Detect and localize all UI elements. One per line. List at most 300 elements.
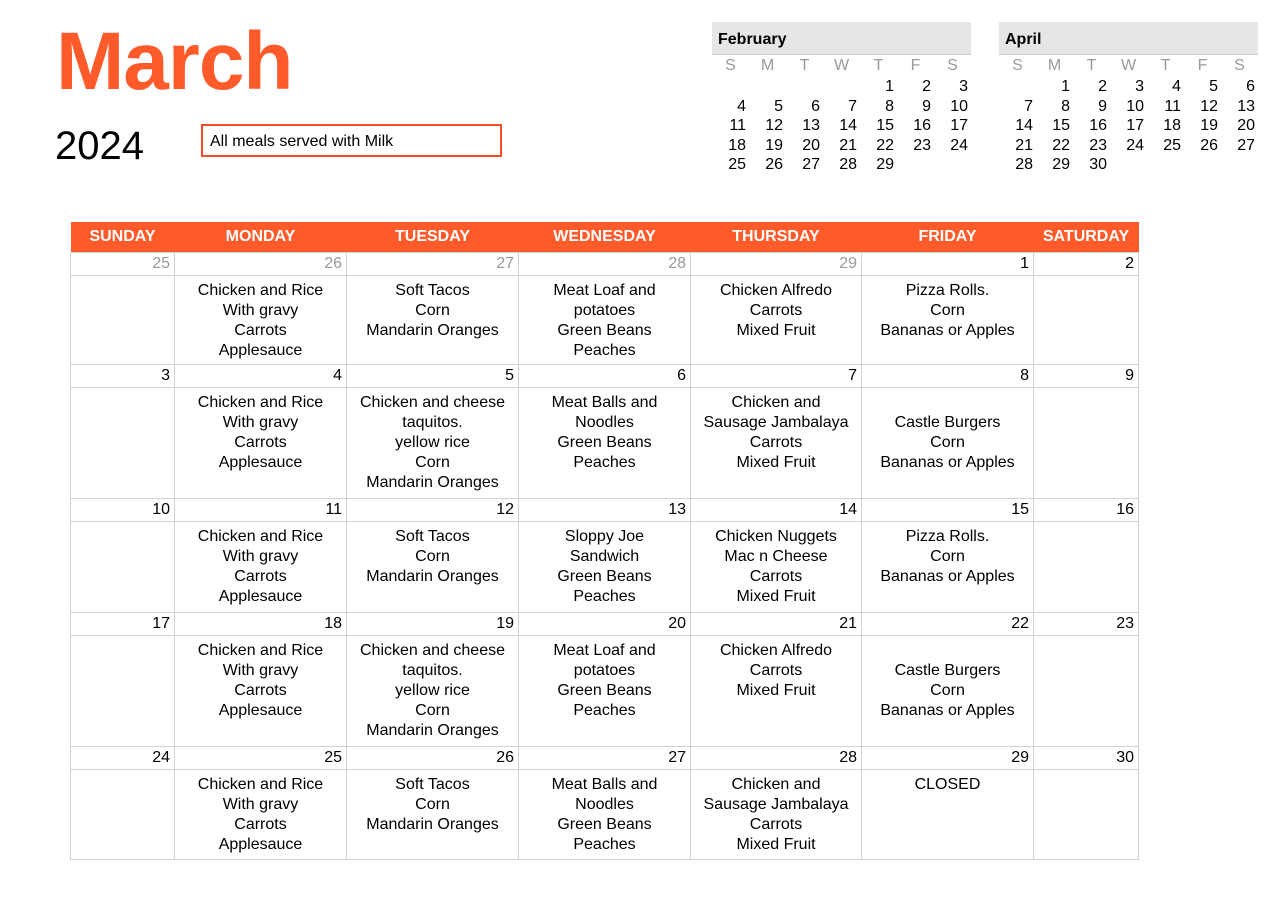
mini-calendar-day: 4 [1172, 78, 1181, 95]
mini-calendar-day: 5 [1209, 78, 1218, 95]
mini-calendar-day: 16 [1089, 117, 1107, 134]
menu-item: Applesauce [218, 702, 303, 719]
menu-items [519, 388, 690, 473]
mini-calendar-day: 21 [1015, 136, 1033, 154]
meal-row [71, 522, 1139, 613]
mini-calendar-day: 2 [922, 78, 931, 95]
menu-item: Meat Balls and [551, 776, 658, 793]
mini-calendar-day: 27 [1237, 136, 1255, 154]
menu-item: Corn [415, 702, 450, 719]
mini-calendar-day: 17 [1126, 117, 1144, 134]
menu-item: Corn [930, 302, 965, 319]
mini-calendar-day: 8 [1061, 97, 1070, 115]
mini-calendar-day: 18 [728, 136, 746, 154]
menu-cell [1034, 388, 1139, 499]
date-number: 8 [862, 365, 1034, 388]
menu-item: potatoes [573, 662, 636, 679]
menu-cell [71, 276, 175, 365]
menu-item: Castle Burgers [894, 662, 1001, 679]
menu-cell [691, 522, 862, 613]
menu-cell [519, 636, 691, 747]
menu-cell [347, 770, 519, 860]
date-number: 14 [691, 499, 862, 522]
menu-item: taquitos. [402, 662, 463, 679]
menu-cell [347, 388, 519, 499]
menu-cell [1034, 522, 1139, 613]
mini-calendar-day: 14 [1015, 117, 1033, 134]
date-number: 5 [347, 365, 519, 388]
date-number: 18 [175, 613, 347, 636]
menu-cell [519, 522, 691, 613]
weekday-initial: M [760, 57, 775, 74]
menu-item: Carrots [749, 568, 803, 585]
menu-item: Chicken and Rice [197, 528, 324, 545]
menu-item: Mandarin Oranges [366, 722, 499, 739]
menu-item: Mixed Fruit [736, 322, 816, 339]
menu-item: Chicken and cheese [360, 394, 505, 411]
date-number-row [71, 253, 1139, 276]
meal-row [71, 388, 1139, 499]
menu-item: Carrots [234, 322, 287, 339]
menu-item: Chicken and Rice [197, 282, 324, 299]
menu-items [71, 522, 174, 527]
date-number: 29 [691, 253, 862, 276]
weekday-header-row [71, 222, 1139, 253]
mini-calendar-day [712, 77, 749, 97]
menu-item: Pizza Rolls. [905, 282, 990, 299]
menu-items [862, 661, 1033, 721]
menu-items [691, 522, 861, 607]
mini-calendar-day: 25 [1163, 136, 1181, 154]
menu-items [1034, 636, 1138, 641]
menu-item: CLOSED [914, 776, 981, 793]
mini-calendar-day: 30 [1089, 156, 1107, 173]
menu-item: Chicken and [731, 776, 821, 793]
mini-calendar-day: 10 [950, 97, 968, 115]
menu-item: Peaches [573, 836, 636, 853]
mini-calendar-day: 18 [1163, 117, 1181, 134]
menu-item: Peaches [573, 702, 636, 719]
meal-row [71, 276, 1139, 365]
date-number: 24 [71, 747, 175, 770]
weekday-header-friday: FRIDAY [862, 222, 1034, 253]
menu-items [691, 276, 861, 341]
mini-calendar-day [897, 155, 934, 175]
menu-items [691, 388, 861, 473]
date-number: 23 [1034, 613, 1139, 636]
menu-item: Noodles [575, 796, 634, 813]
mini-calendar-day: 9 [922, 97, 931, 115]
weekday-initial: S [725, 57, 736, 74]
menu-items [175, 636, 346, 721]
mini-calendar-day: 12 [765, 117, 783, 134]
menu-item: Corn [930, 434, 965, 451]
menu-item: Bananas or Apples [880, 702, 1015, 719]
date-number: 30 [1034, 747, 1139, 770]
menu-cell [347, 636, 519, 747]
mini-calendar-day: 14 [839, 117, 857, 134]
mini-calendar-day: 4 [737, 97, 746, 115]
mini-calendar-day: 13 [1237, 97, 1255, 115]
menu-items [519, 522, 690, 607]
menu-cell [347, 276, 519, 365]
menu-item: Sausage Jambalaya [703, 414, 849, 431]
weekday-header-tuesday: TUESDAY [347, 222, 519, 253]
menu-item: Carrots [234, 434, 287, 451]
month-title: March [56, 16, 293, 107]
menu-item: Green Beans [557, 816, 652, 833]
menu-cell [347, 522, 519, 613]
menu-item: Mixed Fruit [736, 454, 816, 471]
menu-item: yellow rice [395, 434, 470, 451]
menu-item: Soft Tacos [395, 776, 470, 793]
menu-item: With gravy [222, 796, 299, 813]
menu-item: Corn [415, 302, 450, 319]
menu-items [691, 636, 861, 701]
menu-cell [862, 276, 1034, 365]
menu-item: Mandarin Oranges [366, 474, 499, 491]
meal-row [71, 636, 1139, 747]
date-number-row [71, 747, 1139, 770]
date-number: 27 [347, 253, 519, 276]
menu-items [175, 522, 346, 607]
year-label: 2024 [55, 124, 144, 168]
menu-item: With gravy [222, 302, 299, 319]
date-number: 4 [175, 365, 347, 388]
weekday-initial: T [799, 57, 810, 74]
mini-calendar-day: 26 [1200, 136, 1218, 154]
menu-item: Meat Balls and [551, 394, 658, 411]
date-number: 22 [862, 613, 1034, 636]
menu-item: Carrots [749, 302, 803, 319]
menu-item: Mandarin Oranges [366, 816, 499, 833]
menu-item: Applesauce [218, 454, 303, 471]
mini-calendar-february [712, 22, 971, 175]
mini-calendar-day: 23 [1089, 136, 1107, 154]
mini-calendar-day: 3 [959, 78, 968, 95]
menu-cell [1034, 276, 1139, 365]
menu-item: Carrots [234, 568, 287, 585]
date-number: 10 [71, 499, 175, 522]
menu-item: Applesauce [218, 588, 303, 605]
mini-calendar-day: 11 [729, 117, 746, 134]
date-number: 29 [862, 747, 1034, 770]
menu-items [347, 388, 518, 493]
menu-cell [71, 522, 175, 613]
mini-calendar-week [712, 136, 971, 156]
menu-item: Chicken Alfredo [719, 642, 833, 659]
mini-calendar-day: 21 [839, 136, 857, 154]
meal-note: All meals served with Milk [201, 124, 502, 157]
mini-calendar-day [1110, 155, 1147, 175]
menu-cell [691, 636, 862, 747]
mini-calendar-week [712, 97, 971, 117]
menu-cell [862, 770, 1034, 860]
mini-calendar-april [999, 22, 1258, 175]
mini-calendar-day: 22 [1052, 136, 1070, 154]
menu-item: Green Beans [557, 682, 652, 699]
menu-item: Chicken Nuggets [715, 528, 837, 545]
mini-calendar-day: 11 [1164, 97, 1181, 115]
date-number: 1 [862, 253, 1034, 276]
weekday-header-saturday: SATURDAY [1034, 222, 1139, 253]
menu-item: With gravy [222, 414, 299, 431]
date-number: 11 [175, 499, 347, 522]
menu-item: Carrots [749, 662, 803, 679]
menu-cell [71, 770, 175, 860]
mini-calendar-day: 25 [728, 156, 746, 173]
date-number: 27 [519, 747, 691, 770]
date-number: 13 [519, 499, 691, 522]
mini-calendar-day: 1 [1061, 78, 1070, 95]
mini-calendar-day: 26 [765, 156, 783, 173]
menu-item: Bananas or Apples [880, 322, 1015, 339]
menu-items [519, 276, 690, 361]
mini-calendar-day [1184, 155, 1221, 175]
menu-item: Chicken Alfredo [719, 282, 833, 299]
menu-item: Green Beans [557, 568, 652, 585]
weekday-header-thursday: THURSDAY [691, 222, 862, 253]
mini-calendar-title: February [712, 22, 971, 55]
menu-cell [1034, 770, 1139, 860]
mini-calendar-day: 7 [848, 97, 857, 115]
mini-calendar-day: 19 [765, 136, 783, 154]
menu-items [175, 388, 346, 473]
menu-items [862, 276, 1033, 341]
date-number: 17 [71, 613, 175, 636]
menu-items [1034, 388, 1138, 393]
mini-calendar-week [712, 155, 971, 175]
menu-item: Mixed Fruit [736, 588, 816, 605]
mini-calendar-day: 2 [1098, 78, 1107, 95]
menu-item: Peaches [573, 588, 636, 605]
weekday-initial: W [1120, 57, 1137, 74]
menu-item: Meat Loaf and [553, 642, 656, 659]
menu-items [862, 522, 1033, 587]
menu-cell [71, 388, 175, 499]
menu-cell [519, 770, 691, 860]
mini-calendar-day [749, 77, 786, 97]
menu-items [347, 770, 518, 835]
date-number: 25 [71, 253, 175, 276]
menu-item: yellow rice [395, 682, 470, 699]
weekday-initial: S [947, 57, 958, 74]
mini-calendar-day [1147, 155, 1184, 175]
menu-cell [862, 636, 1034, 747]
menu-item: Carrots [234, 816, 287, 833]
menu-item: Mixed Fruit [736, 682, 816, 699]
mini-calendar-week [999, 155, 1258, 175]
menu-cell [175, 636, 347, 747]
date-number: 9 [1034, 365, 1139, 388]
menu-item: Mandarin Oranges [366, 568, 499, 585]
mini-calendar-day: 7 [1024, 97, 1033, 115]
menu-items [862, 770, 1033, 795]
mini-calendar-day: 12 [1200, 97, 1218, 115]
menu-item: Carrots [234, 682, 287, 699]
weekday-initial: T [873, 57, 884, 74]
date-number: 28 [519, 253, 691, 276]
mini-calendar-day: 20 [802, 136, 820, 154]
weekday-header-sunday: SUNDAY [71, 222, 175, 253]
mini-calendar-week [999, 136, 1258, 156]
menu-item: Chicken and Rice [197, 642, 324, 659]
weekday-initial: M [1047, 57, 1062, 74]
menu-items [71, 770, 174, 775]
menu-item: Corn [415, 548, 450, 565]
mini-calendar-day: 13 [802, 117, 820, 134]
menu-item: Mixed Fruit [736, 836, 816, 853]
mini-calendar-day [1221, 155, 1258, 175]
menu-items [71, 276, 174, 281]
mini-calendar-day [999, 77, 1036, 97]
weekday-initial: T [1086, 57, 1097, 74]
menu-cell [691, 388, 862, 499]
mini-calendar-day [823, 77, 860, 97]
date-number-row [71, 613, 1139, 636]
mini-calendar-day: 15 [1052, 117, 1070, 134]
menu-cell [175, 276, 347, 365]
date-number: 25 [175, 747, 347, 770]
weekday-initial: F [1197, 57, 1208, 74]
mini-calendar-day: 9 [1098, 97, 1107, 115]
mini-calendar-day: 6 [1246, 78, 1255, 95]
menu-items [1034, 522, 1138, 527]
weekday-initial: F [910, 57, 921, 74]
menu-item: Mac n Cheese [724, 548, 828, 565]
menu-cell [1034, 636, 1139, 747]
date-number: 26 [175, 253, 347, 276]
menu-items [71, 636, 174, 641]
date-number-row [71, 499, 1139, 522]
mini-calendar-day: 29 [1052, 156, 1070, 173]
mini-calendar-day: 6 [811, 97, 820, 115]
date-number: 7 [691, 365, 862, 388]
mini-calendar-day: 24 [950, 136, 968, 154]
mini-calendar-day: 16 [913, 117, 931, 134]
menu-items [862, 413, 1033, 473]
menu-item: Chicken and [731, 394, 821, 411]
menu-items [1034, 276, 1138, 281]
menu-item: Corn [415, 796, 450, 813]
menu-item: taquitos. [402, 414, 463, 431]
date-number: 26 [347, 747, 519, 770]
menu-item: Peaches [573, 454, 636, 471]
menu-item: Green Beans [557, 322, 652, 339]
weekday-header-monday: MONDAY [175, 222, 347, 253]
menu-item: Carrots [749, 816, 803, 833]
menu-item: Soft Tacos [395, 528, 470, 545]
menu-item: potatoes [573, 302, 636, 319]
mini-calendar-week [999, 97, 1258, 117]
mini-calendar-day: 27 [802, 156, 820, 173]
date-number: 15 [862, 499, 1034, 522]
menu-item: Applesauce [218, 836, 303, 853]
menu-items [347, 522, 518, 587]
mini-calendar-day: 19 [1200, 117, 1218, 134]
menu-cell [519, 276, 691, 365]
mini-calendar-day [786, 77, 823, 97]
menu-cell [862, 388, 1034, 499]
mini-calendar-grid [999, 55, 1258, 175]
menu-item: Sloppy Joe [564, 528, 645, 545]
mini-calendar-week [712, 77, 971, 97]
menu-item: Bananas or Apples [880, 568, 1015, 585]
menu-items [347, 276, 518, 341]
menu-cell [175, 388, 347, 499]
date-number-row [71, 365, 1139, 388]
menu-item: Chicken and Rice [197, 776, 324, 793]
date-number: 2 [1034, 253, 1139, 276]
menu-items [71, 388, 174, 393]
mini-calendar-grid [712, 55, 971, 175]
menu-items [175, 770, 346, 855]
menu-item: Corn [415, 454, 450, 471]
mini-calendar-day: 3 [1135, 78, 1144, 95]
meal-row [71, 770, 1139, 860]
menu-item: Sausage Jambalaya [703, 796, 849, 813]
date-number: 28 [691, 747, 862, 770]
mini-calendar-day: 8 [885, 97, 894, 115]
date-number: 19 [347, 613, 519, 636]
mini-calendar-week [999, 77, 1258, 97]
mini-calendar-day: 1 [885, 78, 894, 95]
mini-calendar-day [934, 155, 971, 175]
menu-items [175, 276, 346, 361]
mini-calendar-day: 22 [876, 136, 894, 154]
menu-item: Soft Tacos [395, 282, 470, 299]
menu-cell [519, 388, 691, 499]
menu-cell [175, 522, 347, 613]
menu-item: Corn [930, 682, 965, 699]
menu-cell [691, 276, 862, 365]
menu-item: Pizza Rolls. [905, 528, 990, 545]
mini-calendar-week [712, 116, 971, 136]
menu-item: Meat Loaf and [553, 282, 656, 299]
mini-calendar-day: 28 [839, 156, 857, 173]
mini-calendar-day: 5 [774, 97, 783, 115]
menu-item: Mandarin Oranges [366, 322, 499, 339]
menu-items [519, 636, 690, 721]
mini-calendar-day: 23 [913, 136, 931, 154]
menu-item: Noodles [575, 414, 634, 431]
menu-item: Applesauce [218, 342, 303, 359]
menu-items [347, 636, 518, 741]
date-number: 16 [1034, 499, 1139, 522]
mini-calendar-week [999, 116, 1258, 136]
menu-items [1034, 770, 1138, 775]
menu-item: Peaches [573, 342, 636, 359]
menu-item: With gravy [222, 662, 299, 679]
menu-items [691, 770, 861, 855]
weekday-initial: W [833, 57, 850, 74]
menu-item: Carrots [749, 434, 803, 451]
mini-calendar-day: 28 [1015, 156, 1033, 173]
date-number: 3 [71, 365, 175, 388]
date-number: 12 [347, 499, 519, 522]
mini-calendar-day: 20 [1237, 117, 1255, 134]
menu-cell [862, 522, 1034, 613]
mini-calendar-title: April [999, 22, 1258, 55]
menu-item: With gravy [222, 548, 299, 565]
date-number: 21 [691, 613, 862, 636]
mini-calendar-day: 17 [950, 117, 968, 134]
menu-item: Chicken and cheese [360, 642, 505, 659]
mini-calendar-day: 24 [1126, 136, 1144, 154]
weekday-initial: S [1012, 57, 1023, 74]
weekday-initials-row [999, 55, 1258, 77]
menu-cell [691, 770, 862, 860]
